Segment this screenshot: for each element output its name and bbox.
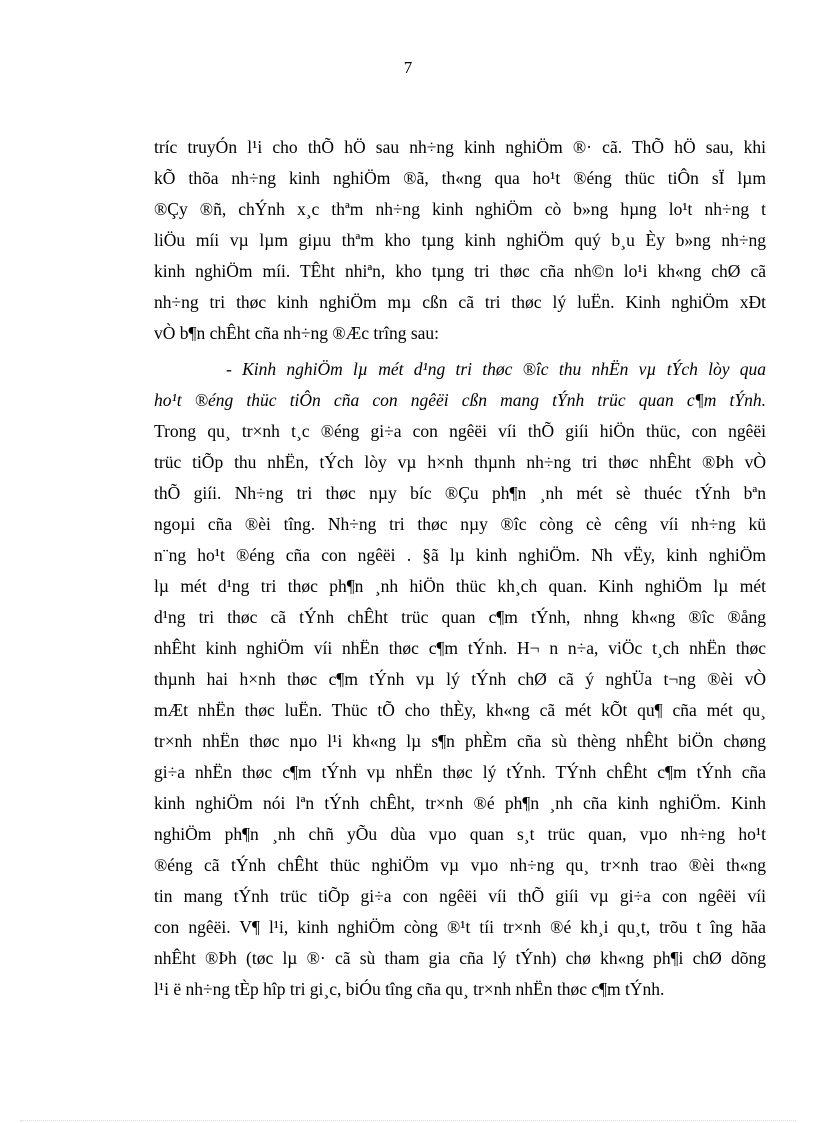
paragraph-1-line: liÖu míi vµ lµm giµu thªm kho tµng kinh nghiÖm quý b¸u Èy b»ng nh÷ng <box>154 230 766 250</box>
paragraph-2-line: d¹ng tri thøc cã tÝnh chÊht trüc quan c¶m tÝnh, nhng kh«ng ®îc ®ång <box>154 607 766 627</box>
paragraph-2-line: gi÷a nhËn thøc c¶m tÝnh vµ nhËn thøc lý tÝnh. TÝnh chÊht c¶m tÝnh cña <box>154 762 766 782</box>
paragraph-2-italic-line: ho¹t ®éng thüc tiÔn cña con ngêëi cßn mang tÝnh trüc quan c¶m tÝnh. <box>154 390 766 410</box>
paragraph-2-line: tr×nh nhËn thøc nµo l¹i kh«ng lµ s¶n phÈm cña sù thèng nhÊht biÖn chøng <box>154 731 766 751</box>
paragraph-2-line: con ngêëi. V¶ l¹i, kinh nghiÖm còng ®¹t tíi tr×nh ®é kh¸i qu¸t, trõu t îng hãa <box>154 917 766 937</box>
paragraph-2-line: thµnh hai h×nh thøc c¶m tÝnh vµ lý tÝnh chØ cã ý nghÜa t¬ng ®èi vÒ <box>154 669 766 689</box>
paragraph-1 <box>154 132 766 349</box>
paragraph-2-line: kinh nghiÖm nói lªn tÝnh chÊht, tr×nh ®é ph¶n ¸nh cña kinh nghiÖm. Kinh <box>154 793 766 813</box>
paragraph-1-line: vÒ b¶n chÊht cña nh÷ng ®Æc trîng sau: <box>154 323 440 343</box>
paragraph-2-italic-line: - Kinh nghiÖm lµ mét d¹ng tri thøc ®îc thu nhËn vµ tÝch lòy qua <box>226 359 766 379</box>
paragraph-2-line: nhÊht kinh nghiÖm víi nhËn thøc c¶m tÝnh. H¬ n n÷a, viÖc t¸ch nhËn thøc <box>154 638 766 658</box>
paragraph-2-line: n¨ng ho¹t ®éng cña con ngêëi . §ã lµ kinh nghiÖm. Nh vËy, kinh nghiÖm <box>154 545 766 565</box>
paragraph-1-line: nh÷ng tri thøc kinh nghiÖm mµ cßn cã tri thøc lý luËn. Kinh nghiÖm xÐt <box>154 292 766 312</box>
paragraph-2-line: ®éng cã tÝnh chÊht thüc nghiÖm vµ vµo nh÷ng qu¸ tr×nh trao ®èi th«ng <box>154 855 766 875</box>
paragraph-2-line: thÕ giíi. Nh÷ng tri thøc nµy bíc ®Çu ph¶n ¸nh mét sè thuéc tÝnh bªn <box>154 483 766 503</box>
paragraph-2-line: l¹i ë nh÷ng tÈp hîp tri gi¸c, biÓu tîng cña qu¸ tr×nh nhËn thøc c¶m tÝnh. <box>154 979 665 999</box>
page-number: 7 <box>403 58 413 77</box>
paragraph-2-line: tin mang tÝnh trüc tiÕp gi÷a con ngêëi víi thÕ giíi vµ gi÷a con ngêëi víi <box>154 886 766 906</box>
paragraph-2-line: trüc tiÕp thu nhËn, tÝch lòy vµ h×nh thµnh nh÷ng tri thøc nhÊht ®Þh vÒ <box>154 452 766 472</box>
paragraph-2-line: nghiÖm ph¶n ¸nh chñ yÕu dùa vµo quan s¸t trüc quan, vµo nh÷ng ho¹t <box>154 824 766 844</box>
paragraph-2-line: nhÊht ®Þh (tøc lµ ®· cã sù tham gia cña lý tÝnh) chø kh«ng ph¶i chØ dõng <box>154 948 766 968</box>
paragraph-1-line: kÕ thõa nh÷ng kinh nghiÖm ®ã, th«ng qua ho¹t ®éng thüc tiÔn sÏ lµm <box>154 168 766 188</box>
paragraph-2-line: mÆt nhËn thøc luËn. Thüc tÕ cho thÈy, kh«ng cã mét kÕt qu¶ cña mét qu¸ <box>154 700 766 720</box>
paragraph-2-line: ngoµi cña ®èi tîng. Nh÷ng tri thøc nµy ®îc còng cè cêng víi nh÷ng kü <box>154 514 766 534</box>
paragraph-1-line: kinh nghiÖm míi. TÊht nhiªn, kho tµng tri thøc cña nh©n lo¹i kh«ng chØ cã <box>154 261 766 281</box>
paragraph-2-line: Trong qu¸ tr×nh t¸c ®éng gi÷a con ngêëi víi thÕ giíi hiÖn thüc, con ngêëi <box>154 421 766 441</box>
page-bottom-divider <box>20 1120 796 1121</box>
paragraph-1-line: tríc truyÓn l¹i cho thÕ hÖ sau nh÷ng kinh nghiÖm ®· cã. ThÕ hÖ sau, khi <box>154 137 766 157</box>
paragraph-2 <box>154 354 766 1005</box>
paragraph-1-line: ®Çy ®ñ, chÝnh x¸c thªm nh÷ng kinh nghiÖm cò b»ng hµng lo¹t nh÷ng t <box>154 199 766 219</box>
paragraph-2-line: lµ mét d¹ng tri thøc ph¶n ¸nh hiÖn thüc kh¸ch quan. Kinh nghiÖm lµ mét <box>154 576 766 596</box>
